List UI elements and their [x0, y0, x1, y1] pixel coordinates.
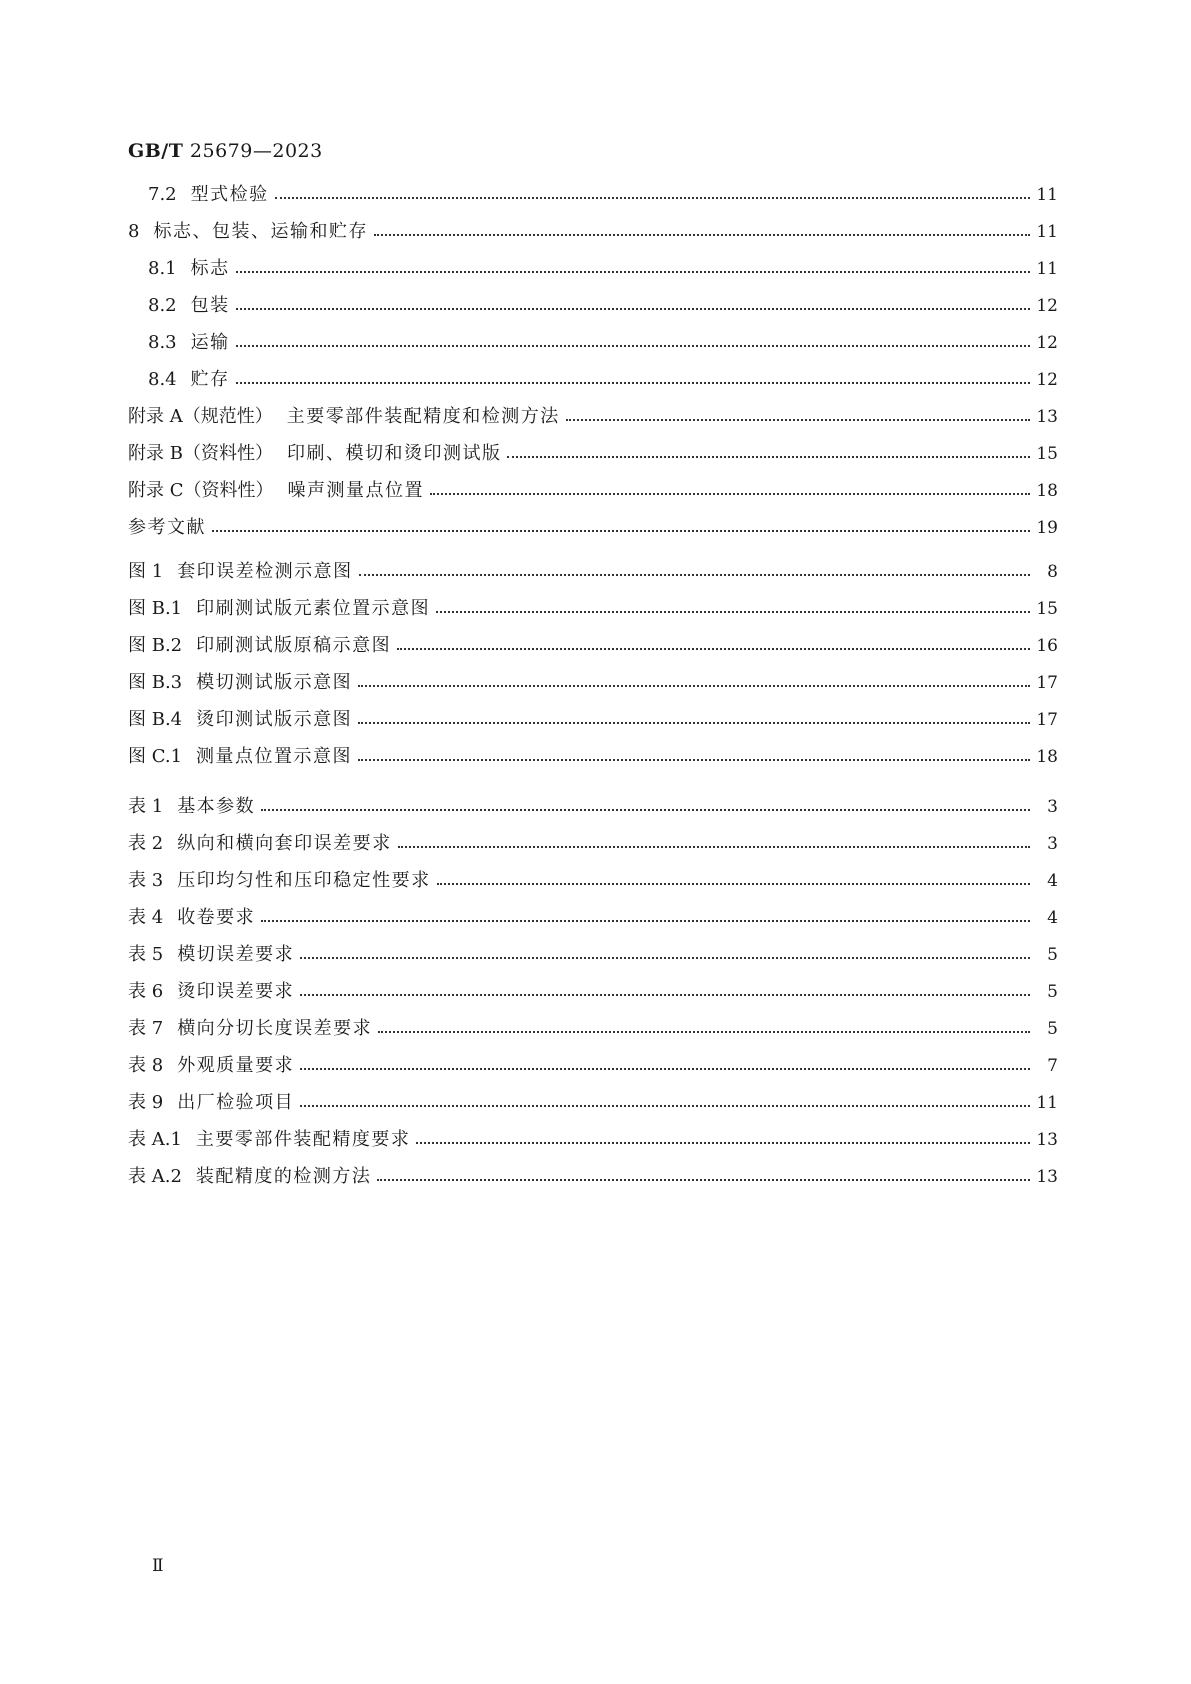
- dot-leader: [236, 382, 1030, 384]
- figure-entry[interactable]: [128, 590, 1058, 627]
- figure-entry-number: 图 1: [128, 560, 164, 582]
- figure-entry-title: 印刷测试版元素位置示意图: [196, 597, 431, 619]
- toc-entry-page: 12: [1036, 369, 1058, 390]
- figure-entry[interactable]: [128, 553, 1058, 590]
- figure-entry-title: 印刷测试版原稿示意图: [196, 634, 392, 656]
- toc-entry-number: 8.3: [148, 331, 177, 353]
- dot-leader: [374, 234, 1030, 236]
- table-entry-number: 表 7: [128, 1017, 164, 1039]
- table-entry[interactable]: [128, 936, 1058, 973]
- figure-entry-page: 16: [1036, 635, 1058, 656]
- figure-entry[interactable]: [128, 701, 1058, 738]
- figure-entry-page: 8: [1047, 561, 1058, 582]
- dot-leader: [430, 493, 1030, 495]
- table-entry[interactable]: [128, 1121, 1058, 1158]
- figure-entry[interactable]: [128, 664, 1058, 701]
- table-entry-title: 基本参数: [177, 795, 256, 817]
- toc-entry-number: 8.4: [148, 368, 177, 390]
- toc-entry-number: 8.1: [148, 257, 177, 279]
- dot-leader: [436, 611, 1030, 613]
- page-number: Ⅱ: [152, 1556, 164, 1576]
- toc-entry-title: 包装: [190, 294, 230, 316]
- dot-leader: [300, 957, 1030, 959]
- table-entry-page: 5: [1047, 981, 1058, 1002]
- table-entry[interactable]: [128, 862, 1058, 899]
- table-entry-title: 烫印误差要求: [177, 980, 295, 1002]
- toc-entry-page: 15: [1036, 443, 1058, 464]
- table-entry[interactable]: [128, 1084, 1058, 1121]
- dot-leader: [397, 648, 1030, 650]
- toc-entry[interactable]: [128, 398, 1058, 435]
- dot-leader: [378, 1031, 1030, 1033]
- dot-leader: [416, 1142, 1030, 1144]
- toc-entry[interactable]: [128, 250, 1058, 287]
- toc-entry-page: 19: [1036, 517, 1058, 538]
- table-entry-number: 表 2: [128, 832, 164, 854]
- toc-entry[interactable]: [128, 472, 1058, 509]
- table-entry-number: 表 A.2: [128, 1165, 182, 1187]
- figure-entry-page: 17: [1036, 709, 1058, 730]
- table-entry-title: 压印均匀性和压印稳定性要求: [177, 869, 431, 891]
- table-entry-page: 5: [1047, 1018, 1058, 1039]
- toc-entry-title: 参考文献: [128, 516, 206, 538]
- table-entry-number: 表 8: [128, 1054, 164, 1076]
- table-entry[interactable]: [128, 1158, 1058, 1195]
- toc-entry-title: 主要零部件装配精度和检测方法: [286, 405, 560, 427]
- dot-leader: [261, 809, 1030, 811]
- toc-entry-number: 8: [128, 220, 140, 242]
- toc-entry-page: 12: [1036, 295, 1058, 316]
- figure-entry-page: 17: [1036, 672, 1058, 693]
- dot-leader: [358, 759, 1030, 761]
- dot-leader: [212, 530, 1030, 532]
- toc-entry-title: 运输: [190, 331, 230, 353]
- dot-leader: [300, 1068, 1030, 1070]
- figure-entry-title: 模切测试版示意图: [196, 671, 353, 693]
- dot-leader: [437, 883, 1030, 885]
- table-entry-title: 外观质量要求: [177, 1054, 295, 1076]
- table-entry-page: 13: [1036, 1166, 1058, 1187]
- toc-entry-page: 11: [1036, 221, 1058, 242]
- toc-entry-page: 13: [1036, 406, 1058, 427]
- table-entry-number: 表 6: [128, 980, 164, 1002]
- dot-leader: [358, 685, 1030, 687]
- table-entry-page: 7: [1047, 1055, 1058, 1076]
- figure-entry-page: 15: [1036, 598, 1058, 619]
- table-entry-title: 收卷要求: [177, 906, 256, 928]
- table-entry-title: 纵向和横向套印误差要求: [177, 832, 392, 854]
- figure-entry-page: 18: [1036, 746, 1058, 767]
- tables-list: [128, 788, 1058, 1195]
- toc-entry[interactable]: [128, 287, 1058, 324]
- table-entry[interactable]: [128, 899, 1058, 936]
- dot-leader: [275, 197, 1030, 199]
- toc-entry-title: 型式检验: [190, 183, 269, 205]
- toc-entry[interactable]: [128, 176, 1058, 213]
- dot-leader: [236, 345, 1030, 347]
- figure-entry-title: 套印误差检测示意图: [177, 560, 353, 582]
- figure-entry-number: 图 B.4: [128, 708, 183, 730]
- toc-entry-page: 18: [1036, 480, 1058, 501]
- standard-code: GB/T: [128, 140, 184, 162]
- toc-entry-number: 8.2: [148, 294, 177, 316]
- table-entry-title: 装配精度的检测方法: [195, 1165, 372, 1187]
- toc-entry-title: 标志: [190, 257, 230, 279]
- table-entry-page: 3: [1047, 833, 1058, 854]
- dot-leader: [236, 308, 1030, 310]
- dot-leader: [507, 456, 1030, 458]
- table-entry-number: 表 4: [128, 906, 164, 928]
- table-entry[interactable]: [128, 788, 1058, 825]
- table-entry-title: 主要零部件装配精度要求: [195, 1128, 411, 1150]
- toc-entry-page: 12: [1036, 332, 1058, 353]
- toc-entry-number: 附录 B（资料性）: [128, 442, 273, 464]
- dot-leader: [300, 994, 1030, 996]
- toc-entry-title: 印刷、模切和烫印测试版: [286, 442, 502, 464]
- dot-leader: [566, 419, 1030, 421]
- toc-entry[interactable]: [128, 324, 1058, 361]
- table-entry-page: 3: [1047, 796, 1058, 817]
- figure-entry[interactable]: [128, 738, 1058, 775]
- dot-leader: [358, 722, 1030, 724]
- figure-entry-number: 图 B.3: [128, 671, 183, 693]
- figure-entry-number: 图 B.1: [128, 597, 183, 619]
- table-entry[interactable]: [128, 825, 1058, 862]
- contents-list: [128, 176, 1058, 546]
- toc-entry-page: 11: [1036, 258, 1058, 279]
- toc-entry-number: 附录 C（资料性）: [128, 479, 274, 501]
- table-entry[interactable]: [128, 973, 1058, 1010]
- table-entry-title: 出厂检验项目: [177, 1091, 295, 1113]
- table-entry[interactable]: [128, 1010, 1058, 1047]
- dot-leader: [377, 1179, 1030, 1181]
- toc-entry[interactable]: [128, 213, 1058, 250]
- dot-leader: [261, 920, 1030, 922]
- table-entry-page: 11: [1036, 1092, 1058, 1113]
- table-entry-number: 表 3: [128, 869, 164, 891]
- table-entry-page: 5: [1047, 944, 1058, 965]
- table-entry-page: 4: [1047, 907, 1058, 928]
- table-entry-number: 表 1: [128, 795, 164, 817]
- toc-entry-title: 贮存: [190, 368, 230, 390]
- standard-number: 25679—2023: [189, 140, 323, 162]
- dot-leader: [398, 846, 1030, 848]
- toc-entry-page: 11: [1036, 184, 1058, 205]
- toc-entry[interactable]: [128, 361, 1058, 398]
- figure-entry-number: 图 C.1: [128, 745, 183, 767]
- figure-entry-title: 测量点位置示意图: [196, 745, 353, 767]
- toc-entry-title: 标志、包装、运输和贮存: [153, 220, 368, 242]
- figure-entry-number: 图 B.2: [128, 634, 183, 656]
- figures-list: [128, 553, 1058, 775]
- toc-entry-title: 噪声测量点位置: [287, 479, 424, 501]
- dot-leader: [236, 271, 1030, 273]
- table-entry-page: 13: [1036, 1129, 1058, 1150]
- figure-entry-title: 烫印测试版示意图: [196, 708, 353, 730]
- table-entry-number: 表 9: [128, 1091, 164, 1113]
- toc-entry[interactable]: [128, 509, 1058, 546]
- document-header: [128, 140, 323, 162]
- toc-entry-number: 7.2: [148, 183, 177, 205]
- table-entry-number: 表 A.1: [128, 1128, 182, 1150]
- toc-entry-number: 附录 A（规范性）: [128, 405, 273, 427]
- dot-leader: [359, 574, 1030, 576]
- table-entry-number: 表 5: [128, 943, 164, 965]
- toc-entry[interactable]: [128, 435, 1058, 472]
- table-entry[interactable]: [128, 1047, 1058, 1084]
- dot-leader: [300, 1105, 1030, 1107]
- table-entry-page: 4: [1047, 870, 1058, 891]
- table-entry-title: 横向分切长度误差要求: [177, 1017, 373, 1039]
- table-entry-title: 模切误差要求: [177, 943, 295, 965]
- figure-entry[interactable]: [128, 627, 1058, 664]
